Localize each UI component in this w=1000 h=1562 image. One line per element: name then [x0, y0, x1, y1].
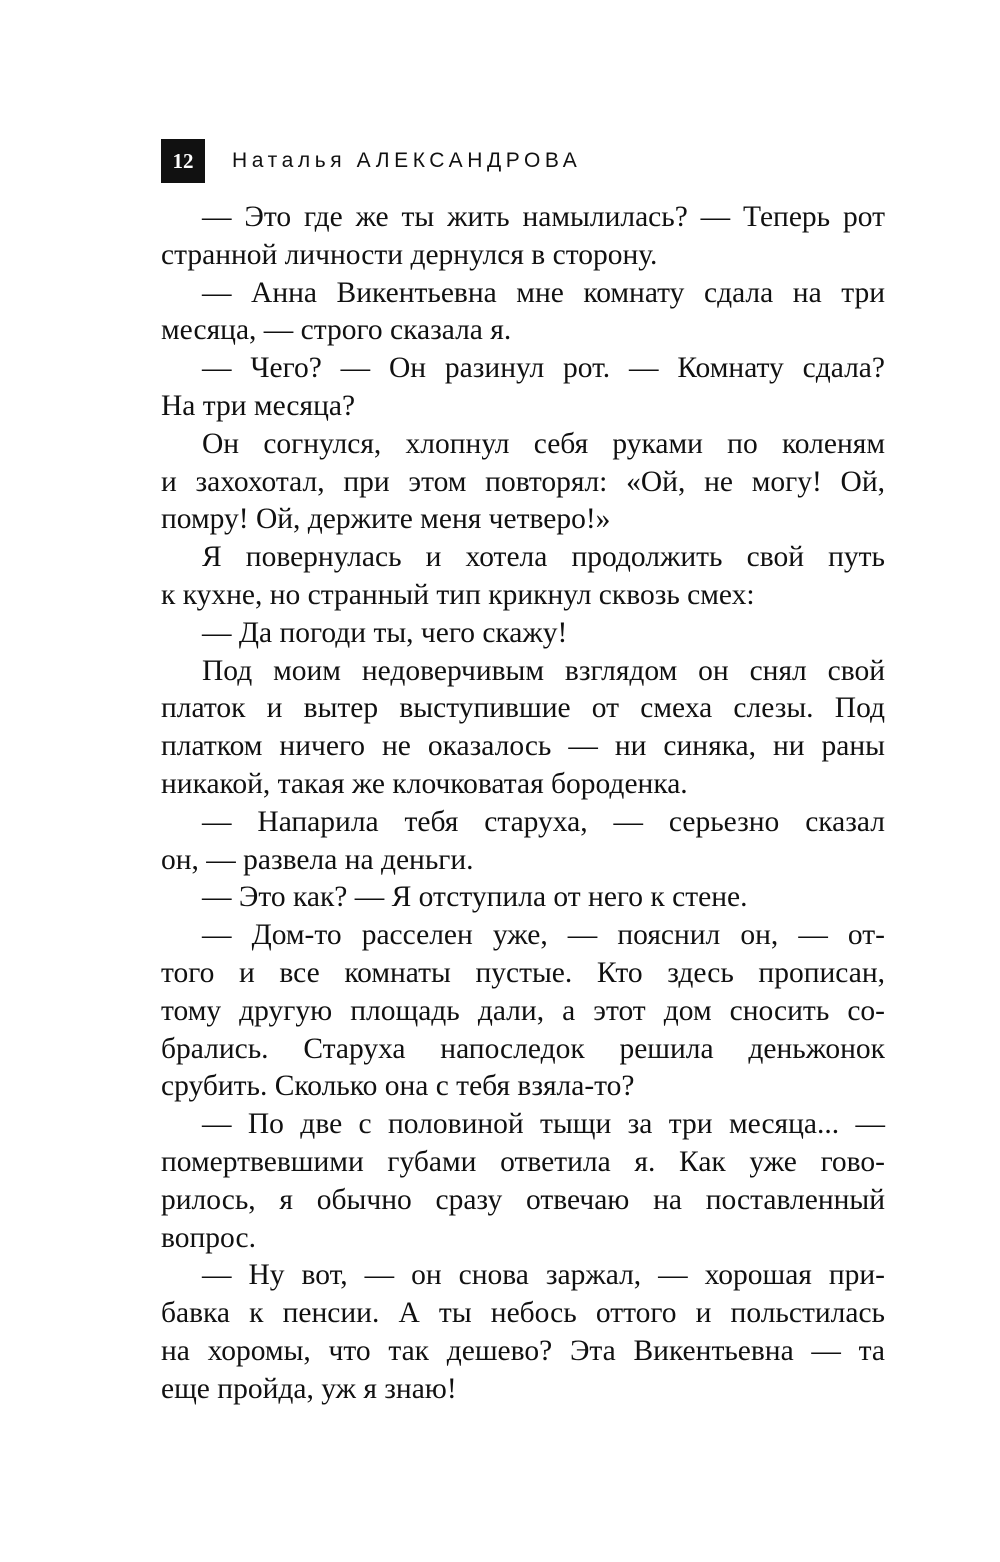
text-line: платок и вытер выступившие от смеха слезы. Под — [161, 692, 885, 725]
page-number: 12 — [161, 139, 205, 183]
text-line: странной личности дернулся в сторону. — [161, 238, 658, 271]
text-line: — Напарила тебя старуха, — серьезно сказал — [202, 805, 885, 838]
text-line: тому другую площадь дали, а этот дом сносить со- — [161, 994, 885, 1027]
text-line: платком ничего не оказалось — ни синяка, ни раны — [161, 730, 885, 763]
text-line: рилось, я обычно сразу отвечаю на поставленный — [161, 1183, 885, 1216]
text-line: — По две с половиной тыщи за три месяца... — — [202, 1108, 885, 1141]
text-line: к кухне, но странный тип крикнул сквозь смех: — [161, 578, 755, 611]
text-line: бавка к пенсии. А ты небось оттого и польстилась — [161, 1297, 885, 1330]
text-line: На три месяца? — [161, 389, 356, 422]
text-line: — Анна Викентьевна мне комнату сдала на три — [202, 276, 885, 309]
running-head: Наталья АЛЕКСАНДРОВА — [232, 149, 582, 172]
text-line: он, — развела на деньги. — [161, 843, 474, 876]
text-line: — Это как? — Я отступила от него к стене. — [202, 881, 748, 914]
text-line: Он согнулся, хлопнул себя руками по коленям — [202, 427, 885, 460]
text-line: никакой, такая же клочковатая бороденка. — [161, 767, 688, 800]
text-line: помертвевшими губами ответила я. Как уже гово- — [161, 1145, 885, 1178]
text-line: помру! Ой, держите меня четверо!» — [161, 503, 611, 536]
text-line: срубить. Сколько она с тебя взяла-то? — [161, 1070, 635, 1103]
text-line: еще пройда, уж я знаю! — [161, 1372, 457, 1405]
text-line: на хоромы, что так дешево? Эта Викентьевна — та — [161, 1334, 885, 1367]
text-line: — Дом-то расселен уже, — пояснил он, — от- — [202, 919, 885, 952]
text-line: брались. Старуха напоследок решила деньжонок — [161, 1032, 885, 1065]
text-line: Я повернулась и хотела продолжить свой путь — [202, 541, 885, 574]
text-line: того и все комнаты пустые. Кто здесь прописан, — [161, 956, 885, 989]
text-line: Под моим недоверчивым взглядом он снял свой — [202, 654, 885, 687]
text-line: — Чего? — Он разинул рот. — Комнату сдала? — [202, 352, 885, 385]
page-header — [161, 139, 581, 183]
text-body — [161, 199, 885, 1409]
text-line: месяца, — строго сказала я. — [161, 314, 512, 347]
text-line: и захохотал, при этом повторял: «Ой, не могу! Ой, — [161, 465, 885, 498]
text-line: — Это где же ты жить намылилась? — Теперь рот — [202, 201, 885, 233]
text-line: — Ну вот, — он снова заржал, — хорошая при- — [202, 1259, 885, 1292]
text-line: вопрос. — [161, 1221, 256, 1254]
text-line: — Да погоди ты, чего скажу! — [202, 616, 568, 649]
